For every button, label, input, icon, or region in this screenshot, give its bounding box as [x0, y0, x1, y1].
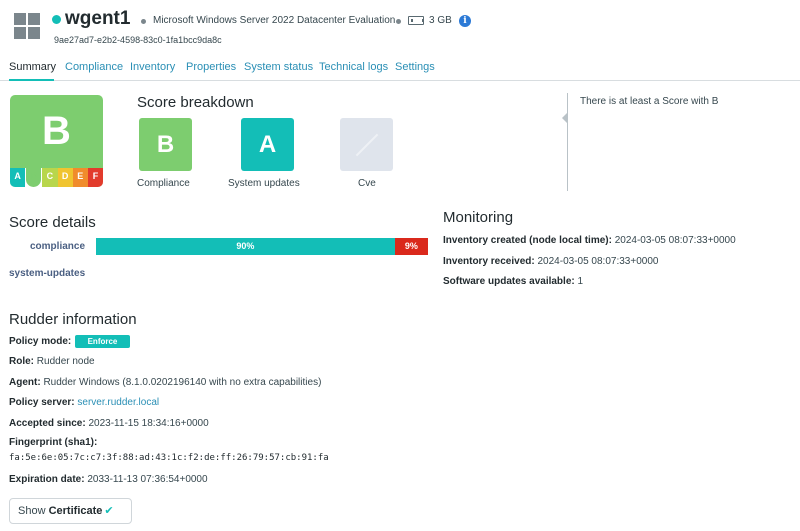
- node-header: [0, 0, 800, 56]
- global-score-card: [10, 95, 103, 187]
- fingerprint-label: Fingerprint (sha1):: [9, 437, 98, 448]
- cve-score-label: Cve: [358, 178, 376, 189]
- scale-b: B: [26, 168, 41, 187]
- tab-technical-logs[interactable]: Technical logs: [319, 61, 389, 73]
- score-note: There is at least a Score with B: [580, 96, 719, 107]
- divider-notch: [562, 113, 567, 123]
- ram-icon: [408, 16, 424, 25]
- rudder-information-title: Rudder information: [9, 311, 137, 328]
- cve-score-card[interactable]: [340, 118, 393, 171]
- scale-d: D: [58, 168, 73, 187]
- windows-logo-icon: [14, 13, 40, 39]
- system-updates-detail-label: system-updates: [9, 268, 86, 279]
- ram-size: 3 GB: [429, 15, 452, 26]
- tab-compliance[interactable]: Compliance: [65, 61, 124, 73]
- inventory-received: Inventory received: 2024-03-05 08:07:33+0000: [443, 256, 659, 267]
- tab-inventory[interactable]: Inventory: [130, 61, 176, 73]
- os-name: Microsoft Windows Server 2022 Datacenter Evaluation: [153, 15, 396, 26]
- separator-dot: [141, 19, 146, 24]
- tab-properties[interactable]: Properties: [186, 61, 237, 73]
- role: Role: Rudder node: [9, 356, 95, 367]
- accepted-since: Accepted since: 2023-11-15 18:34:16+0000: [9, 418, 209, 429]
- inventory-created: Inventory created (node local time): 2024-03-05 08:07:33+0000: [443, 235, 736, 246]
- policy-server-link[interactable]: server.rudder.local: [77, 397, 160, 408]
- tab-bar: [0, 57, 800, 81]
- active-tab-indicator: [9, 79, 54, 81]
- expiration-date: Expiration date: 2033-11-13 07:36:54+0000: [9, 474, 208, 485]
- compliance-error-segment: 9%: [395, 238, 428, 255]
- tab-settings[interactable]: Settings: [395, 61, 435, 73]
- compliance-progress-bar[interactable]: [96, 238, 428, 255]
- separator-dot: [396, 19, 401, 24]
- tab-summary[interactable]: Summary: [9, 61, 57, 73]
- compliance-score-label: Compliance: [137, 178, 190, 189]
- scale-e: E: [73, 168, 88, 187]
- compliance-detail-label: compliance: [30, 241, 86, 252]
- show-certificate-button[interactable]: Show Certificate ✔: [9, 498, 132, 524]
- hostname: wgent1: [65, 8, 131, 29]
- policy-mode-badge[interactable]: Enforce: [75, 335, 130, 348]
- score-details-title: Score details: [9, 214, 96, 231]
- tab-system-status[interactable]: System status: [244, 61, 314, 73]
- score-scale: [10, 168, 103, 187]
- global-score-letter: B: [42, 109, 71, 153]
- scale-a: A: [10, 168, 25, 187]
- info-icon[interactable]: i: [459, 15, 471, 27]
- system-updates-score-label: System updates: [228, 178, 300, 189]
- score-breakdown-title: Score breakdown: [137, 94, 254, 111]
- check-icon: ✔: [104, 505, 114, 517]
- policy-server: Policy server: server.rudder.local: [9, 397, 160, 408]
- system-updates-score-card[interactable]: A: [241, 118, 294, 171]
- scale-f: F: [88, 168, 103, 187]
- compliance-ok-segment: 90%: [96, 238, 395, 255]
- monitoring-title: Monitoring: [443, 209, 514, 226]
- status-dot: [52, 15, 61, 24]
- node-uuid: 9ae27ad7-e2b2-4598-83c0-1fa1bcc9da8c: [54, 35, 222, 45]
- agent: Agent: Rudder Windows (8.1.0.0202196140 with no extra capabilities): [9, 377, 322, 388]
- divider: [567, 93, 568, 191]
- compliance-score-card[interactable]: B: [139, 118, 192, 171]
- scale-c: C: [42, 168, 57, 187]
- software-updates-available: Software updates available: 1: [443, 276, 584, 287]
- fingerprint-value: fa:5e:6e:05:7c:c7:3f:88:ad:43:1c:f2:de:ff:26:79:57:cb:91:fa: [9, 453, 329, 463]
- policy-mode-label: Policy mode:: [9, 336, 72, 347]
